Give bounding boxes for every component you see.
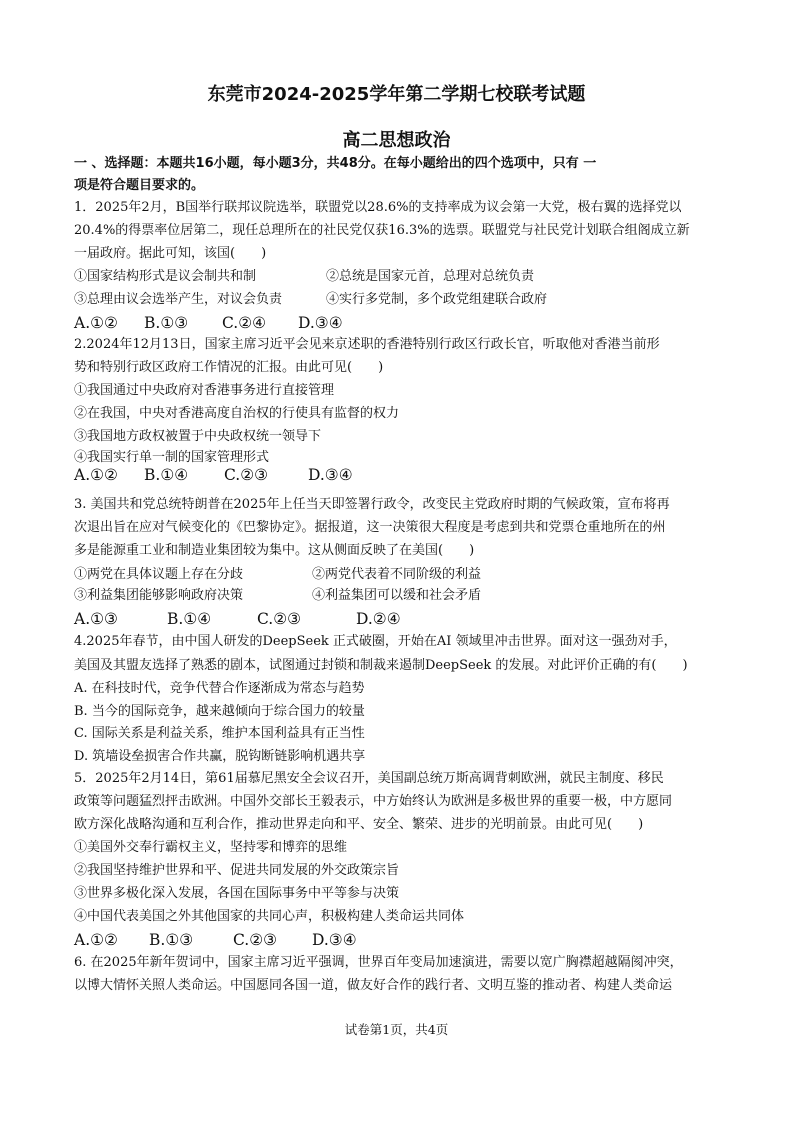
q3-option-2: ②两党代表着不同阶级的利益 xyxy=(312,567,482,582)
q3-option-1: ①两党在具体议题上存在分歧 xyxy=(74,567,244,582)
q3-option-4: ④利益集团可以缓和社会矛盾 xyxy=(312,588,482,603)
q6-stem-line-2: 以博大情怀关照人类命运。中国愿同各国一道，做友好合作的践行者、文明互鉴的推动者、构建人类命运 xyxy=(74,978,673,993)
q2-stem-line-1: 2.2024年12月13日，国家主席习近平会见来京述职的香港特别行政区行政长官，听取他对香港当前形 xyxy=(74,337,660,352)
subject-title: 高二思想政治 xyxy=(342,130,451,151)
q5-stem-line-2: 政策等问题猛烈抨击欧洲。中国外交部长王毅表示，中方始终认为欧洲是多极世界的重要一极，中方愿同 xyxy=(74,794,673,809)
q2-option-2: ②在我国，中央对香港高度自治权的行使具有监督的权力 xyxy=(74,406,400,421)
q4-option-a: A. 在科技时代，竞争代替合作逐渐成为常态与趋势 xyxy=(74,681,365,696)
q2-answer-choices xyxy=(74,466,353,484)
q1-choice-c: C.②④ xyxy=(222,314,267,332)
q3-answer-choices xyxy=(74,610,401,628)
q5-choice-b: B.①③ xyxy=(149,931,194,949)
q1-choice-a: A.①② xyxy=(74,314,118,332)
q2-option-1: ①我国通过中央政府对香港事务进行直接管理 xyxy=(74,383,335,398)
q1-stem-line-1: 1．2025年2月，B国举行联邦议院选举，联盟党以28.6%的支持率成为议会第一大党，极右翼的选择党以 xyxy=(74,200,682,215)
q5-answer-choices xyxy=(74,931,357,949)
q1-option-2: ②总统是国家元首，总理对总统负责 xyxy=(326,269,535,284)
q3-choice-c: C.②③ xyxy=(257,610,302,628)
q1-option-3: ③总理由议会选举产生，对议会负责 xyxy=(74,292,283,307)
q2-choice-c: C.②③ xyxy=(224,466,269,484)
q5-option-1: ①美国外交奉行霸权主义，坚持零和博弈的思维 xyxy=(74,840,348,855)
q2-stem-line-2: 势和特别行政区政府工作情况的汇报。由此可见( ) xyxy=(74,360,384,375)
q3-choice-b: B.①④ xyxy=(167,610,212,628)
q1-stem-line-2: 20.4%的得票率位居第二，现任总理所在的社民党仅获16.3%的选票。联盟党与社民党计划联合组阁成立新 xyxy=(74,223,690,238)
q2-choice-a: A.①② xyxy=(74,466,118,484)
q1-answer-choices xyxy=(74,314,343,332)
q3-choice-a: A.①③ xyxy=(74,610,118,628)
q5-option-3: ③世界多极化深入发展，各国在国际事务中平等参与决策 xyxy=(74,886,400,901)
q4-stem-line-1: 4.2025年春节，由中国人研发的DeepSeek 正式破圈，开始在AI 领域里冲击世界。面对这一强劲对手， xyxy=(74,634,677,649)
q2-choice-b: B.①④ xyxy=(144,466,189,484)
q3-stem-line-1: 3. 美国共和党总统特朗普在2025年上任当天即签署行政令，改变民主党政府时期的气候政策，宣布将再 xyxy=(74,497,670,512)
q5-option-4: ④中国代表美国之外其他国家的共同心声，积极构建人类命运共同体 xyxy=(74,909,465,924)
q1-choice-b: B.①③ xyxy=(144,314,189,332)
q4-option-b: B. 当今的国际竞争，越来越倾向于综合国力的较量 xyxy=(74,704,365,719)
q5-stem-line-1: 5．2025年2月14日，第61届慕尼黑安全会议召开，美国副总统万斯高调背刺欧洲，就民主制度、移民 xyxy=(74,771,664,786)
q1-stem-line-3: 一届政府。据此可知，该国( ) xyxy=(74,246,267,261)
q2-option-4: ④我国实行单一制的国家管理形式 xyxy=(74,450,270,465)
q6-stem-line-1: 6. 在2025年新年贺词中，国家主席习近平强调，世界百年变局加速演进，需要以宽广胸襟超越隔阂冲突， xyxy=(74,955,683,970)
q5-option-2: ②我国坚持维护世界和平、促进共同发展的外交政策宗旨 xyxy=(74,863,400,878)
q5-choice-c: C.②③ xyxy=(233,931,278,949)
section-instruction-line-2: 项是符合题目要求的。 xyxy=(74,178,205,193)
q5-choice-a: A.①② xyxy=(74,931,118,949)
q4-option-d: D. 筑墙设垒损害合作共赢，脱钩断链影响机遇共享 xyxy=(74,749,366,764)
q1-option-1: ①国家结构形式是议会制共和制 xyxy=(74,269,257,284)
q3-choice-d: D.②④ xyxy=(356,610,401,628)
page-footer: 试卷第1页，共4页 xyxy=(344,1022,449,1037)
q2-option-3: ③我国地方政权被置于中央政权统一领导下 xyxy=(74,429,322,444)
q1-choice-d: D.③④ xyxy=(298,314,343,332)
q5-stem-line-3: 欧方深化战略沟通和互利合作，推动世界走向和平、安全、繁荣、进步的光明前景。由此可见( ) xyxy=(74,817,644,832)
q2-choice-d: D.③④ xyxy=(308,466,353,484)
exam-title: 东莞市2024-2025学年第二学期七校联考试题 xyxy=(207,84,586,105)
q3-option-3: ③利益集团能够影响政府决策 xyxy=(74,588,244,603)
q3-stem-line-3: 多是能源重工业和制造业集团较为集中。这从侧面反映了在美国( ) xyxy=(74,543,475,558)
section-instruction-line-1: 一 、选择题：本题共16小题，每小题3分，共48分。在每小题给出的四个选项中，只有 一 xyxy=(74,156,597,171)
q3-stem-line-2: 次退出旨在应对气候变化的《巴黎协定》。据报道，这一决策很大程度是考虑到共和党票仓重地所在的州 xyxy=(74,520,666,535)
q4-stem-line-2: 美国及其盟友选择了熟悉的剧本，试图通过封锁和制裁来遏制DeepSeek 的发展。对此评价正确的有( ) xyxy=(74,658,688,673)
q5-choice-d: D.③④ xyxy=(312,931,357,949)
q4-option-c: C. 国际关系是利益关系，维护本国利益具有正当性 xyxy=(74,726,365,741)
q1-option-4: ④实行多党制，多个政党组建联合政府 xyxy=(326,292,548,307)
